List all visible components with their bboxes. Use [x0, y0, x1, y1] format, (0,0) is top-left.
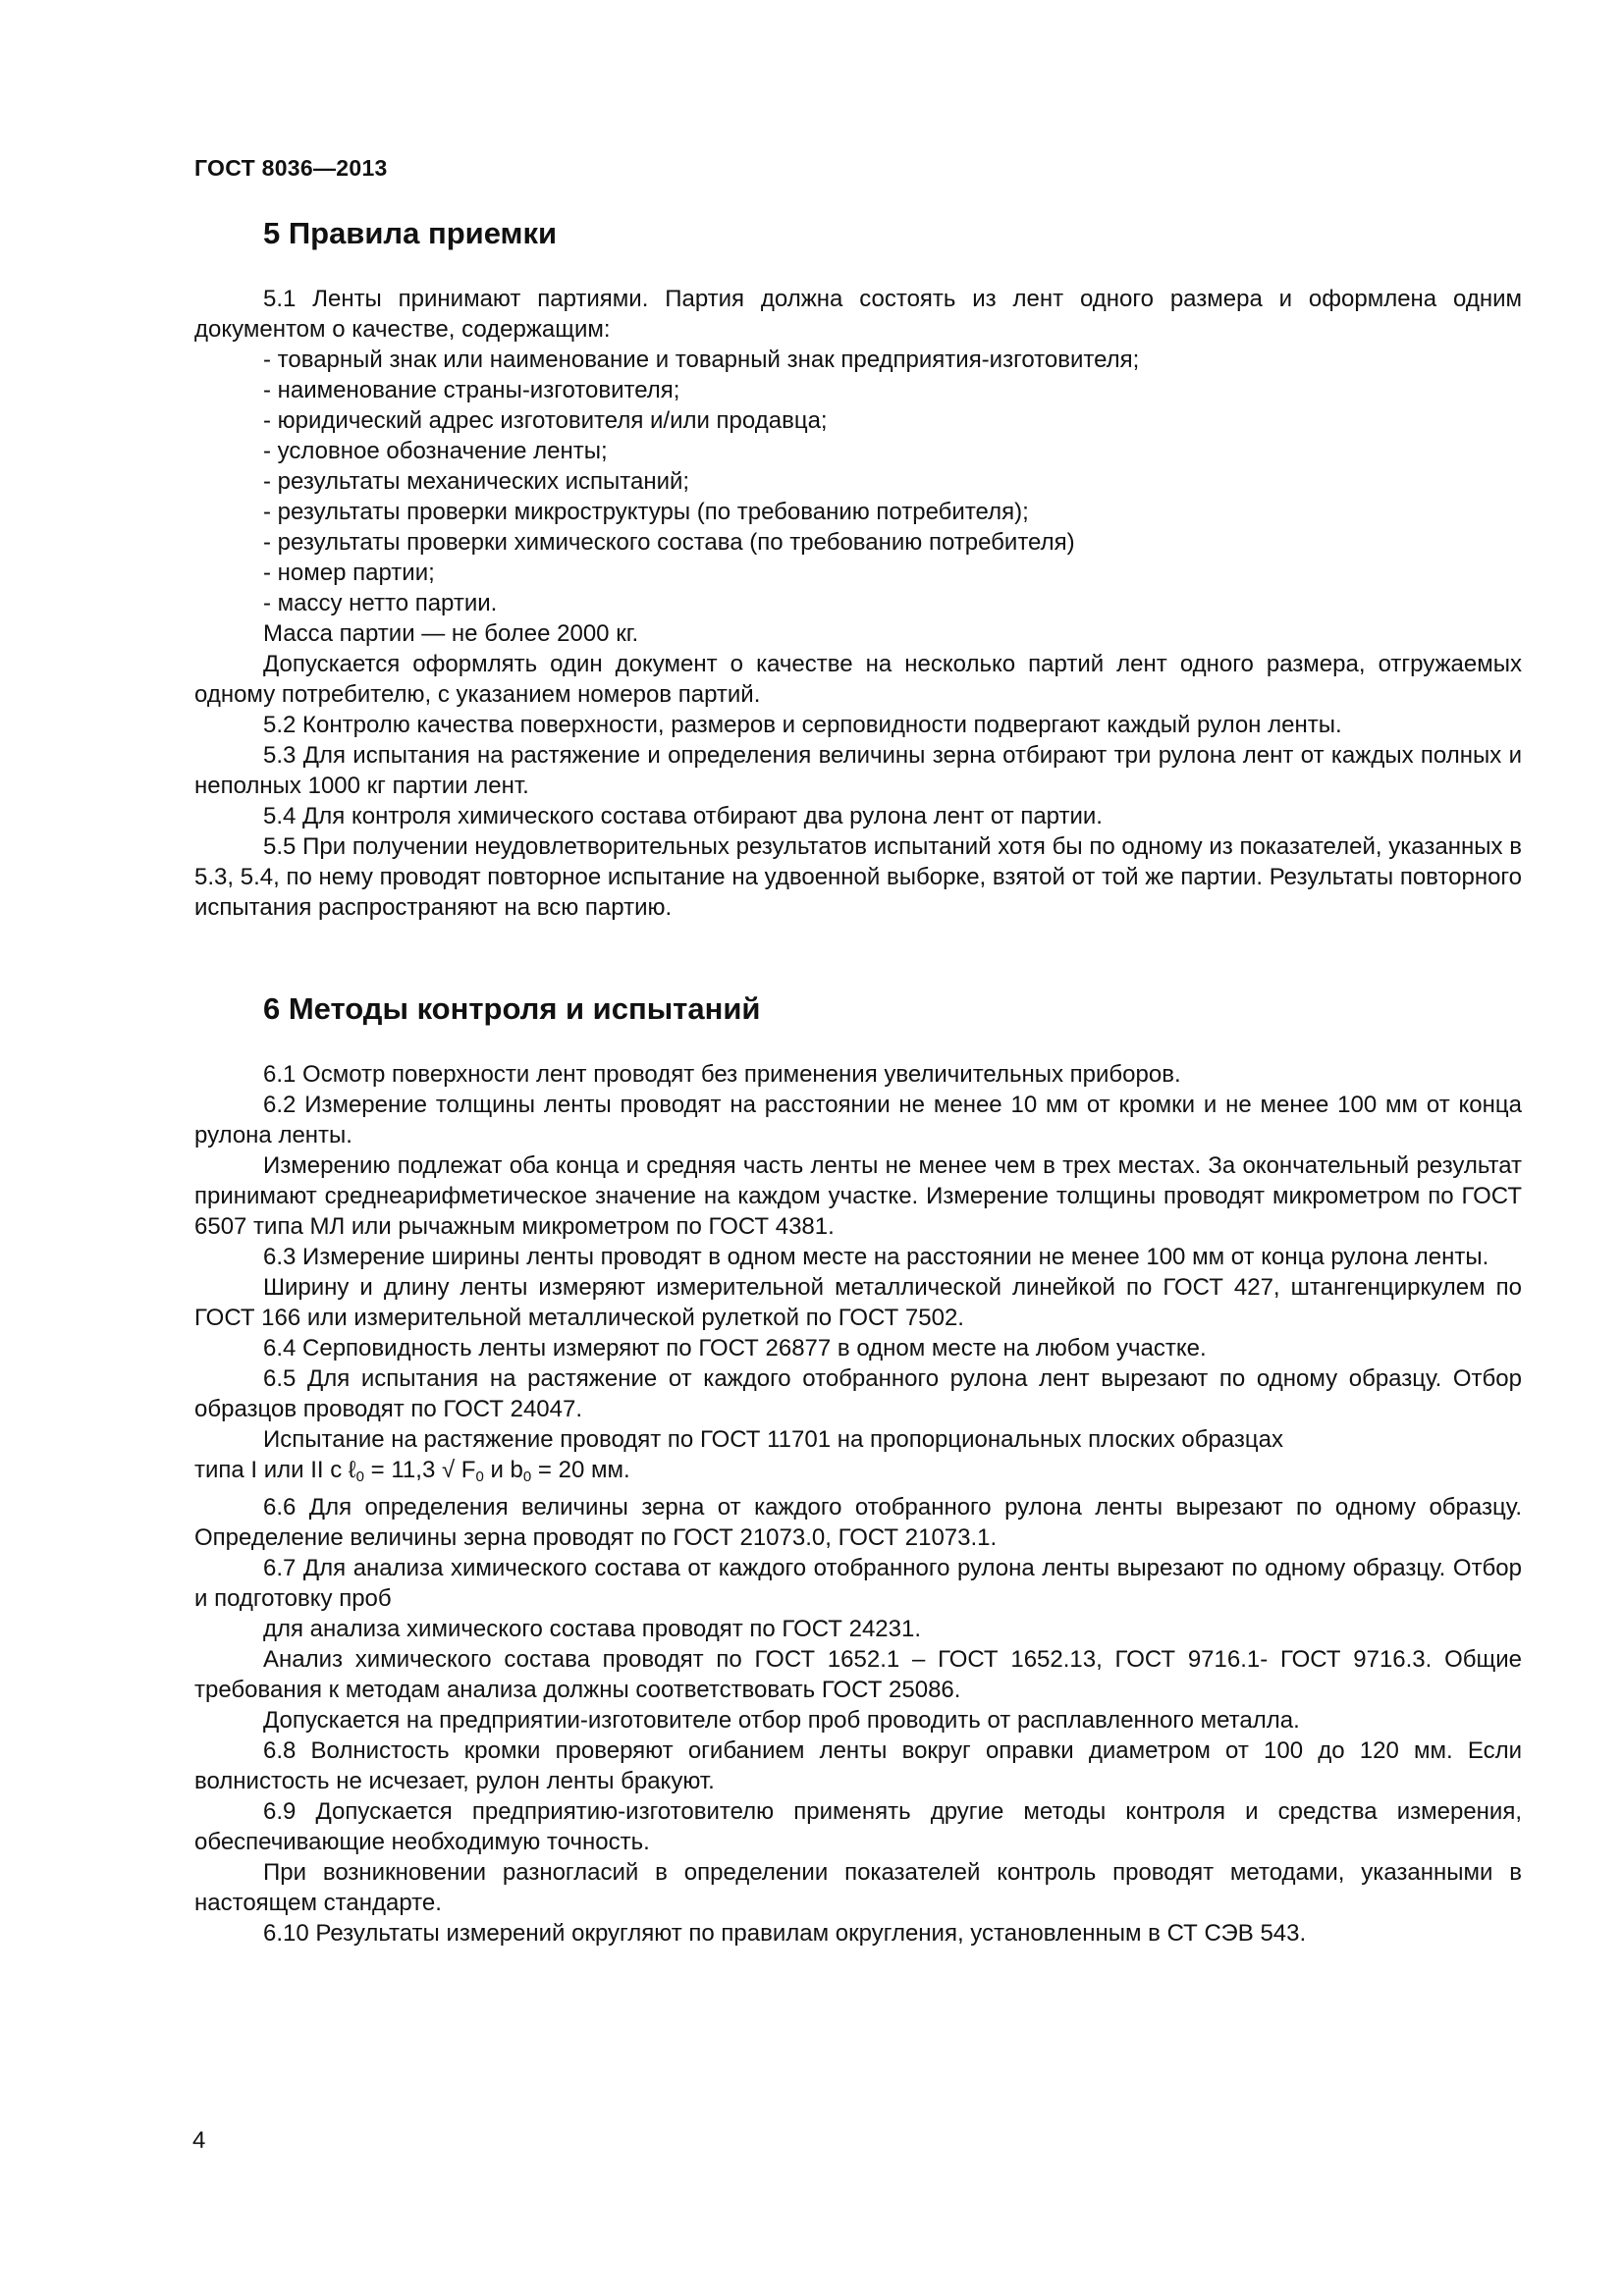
paragraph-6-10: 6.10 Результаты измерений округляют по правилам округления, установленным в СТ СЭВ 543. [263, 1920, 1307, 1947]
paragraph-5-2: 5.2 Контролю качества поверхности, размеров и серповидности подвергают каждый рулон ленты. [263, 712, 1342, 738]
formula-subscript: 0 [355, 1468, 365, 1485]
list-item: - результаты механических испытаний; [263, 468, 690, 495]
lot-mass-note: Масса партии — не более 2000 кг. [263, 620, 639, 647]
page-number: 4 [192, 2127, 206, 2154]
paragraph-6-9: 6.9 Допускается предприятию-изготовителю применять другие методы контроля и средства измерения, обеспечивающие необходимую точность. [194, 1798, 1522, 1855]
list-item: - массу нетто партии. [263, 590, 498, 616]
list-item: - товарный знак или наименование и товарный знак предприятия-изготовителя; [263, 347, 1140, 373]
list-item: - результаты проверки химического состава (по требованию потребителя) [263, 529, 1075, 556]
paragraph-5-3: 5.3 Для испытания на растяжение и определения величины зерна отбирают три рулона лент от каждых полных и неполных 1000 кг партии лент. [194, 742, 1522, 799]
formula-middle: и b [483, 1457, 523, 1483]
list-item: - юридический адрес изготовителя и/или продавца; [263, 407, 828, 434]
paragraph-5-4: 5.4 Для контроля химического состава отбирают два рулона лент от партии. [263, 803, 1103, 829]
formula-subscript: 0 [475, 1468, 484, 1485]
paragraph-6-4: 6.4 Серповидность ленты измеряют по ГОСТ 26877 в одном месте на любом участке. [263, 1335, 1207, 1362]
formula-subscript: 0 [522, 1468, 532, 1485]
section-6-body [194, 1059, 1522, 1949]
list-item: - наименование страны-изготовителя; [263, 377, 680, 403]
formula-prefix: типа I или II с ℓ [194, 1457, 356, 1483]
formula-end: = 20 мм. [531, 1457, 630, 1483]
paragraph-6-6: 6.6 Для определения величины зерна от каждого отобранного рулона ленты вырезают по одному образцу. Определение величины зерна проводят по ГОСТ 21073.0, ГОСТ 21073.1. [194, 1494, 1522, 1551]
paragraph-6-7-analysis: Анализ химического состава проводят по ГОСТ 1652.1 – ГОСТ 1652.13, ГОСТ 9716.1- ГОСТ 9716.3. Общие требования к методам анализа должны соответствовать ГОСТ 25086. [194, 1646, 1522, 1703]
paragraph-6-7-molten: Допускается на предприятии-изготовителе отбор проб проводить от расплавленного металла. [263, 1707, 1300, 1734]
paragraph-6-7: 6.7 Для анализа химического состава от каждого отобранного рулона ленты вырезают по одному образцу. Отбор и подготовку проб [194, 1555, 1522, 1612]
paragraph-6-1: 6.1 Осмотр поверхности лент проводят без применения увеличительных приборов. [263, 1061, 1181, 1088]
section-5-body [194, 284, 1522, 923]
paragraph-6-8: 6.8 Волнистость кромки проверяют огибанием ленты вокруг оправки диаметром от 100 до 120 мм. Если волнистость не исчезает, рулон ленты бракуют. [194, 1737, 1522, 1794]
paragraph-6-2-measurement: Измерению подлежат оба конца и средняя часть ленты не менее чем в трех местах. За окончательный результат принимают среднеарифметическое значение на каждом участке. Измерение толщины проводят микрометром по ГОСТ 6507 типа МЛ или рычажным микрометром по ГОСТ 4381. [194, 1152, 1522, 1240]
paragraph-5-1: 5.1 Ленты принимают партиями. Партия должна состоять из лент одного размера и оформлена одним документом о качестве, содержащим: [194, 286, 1522, 343]
section-5-title: 5 Правила приемки [263, 216, 558, 250]
formula-middle: = 11,3 √ F [364, 1457, 476, 1483]
paragraph-6-5-tensile: Испытание на растяжение проводят по ГОСТ 11701 на пропорциональных плоских образцах [263, 1426, 1283, 1453]
paragraph-6-9-disputes: При возникновении разногласий в определении показателей контроль проводят методами, указанными в настоящем стандарте. [194, 1859, 1522, 1916]
list-item: - результаты проверки микроструктуры (по требованию потребителя); [263, 499, 1029, 525]
paragraph-6-3-tools: Ширину и длину ленты измеряют измерительной металлической линейкой по ГОСТ 427, штангенциркулем по ГОСТ 166 или измерительной металлической рулеткой по ГОСТ 7502. [194, 1274, 1522, 1331]
section-6-title: 6 Методы контроля и испытаний [263, 991, 761, 1026]
paragraph-6-2: 6.2 Измерение толщины ленты проводят на расстоянии не менее 10 мм от кромки и не менее 100 мм от конца рулона ленты. [194, 1092, 1522, 1148]
paragraph-6-5: 6.5 Для испытания на растяжение от каждого отобранного рулона лент вырезают по одному образцу. Отбор образцов проводят по ГОСТ 24047. [194, 1365, 1522, 1422]
list-item: - номер партии; [263, 560, 435, 586]
paragraph-6-7-sampling: для анализа химического состава проводят по ГОСТ 24231. [263, 1616, 922, 1642]
list-item: - условное обозначение ленты; [263, 438, 608, 464]
document-header-code: ГОСТ 8036—2013 [194, 155, 388, 181]
tensile-specimen-formula [194, 1455, 1522, 1492]
paragraph-6-3: 6.3 Измерение ширины ленты проводят в одном месте на расстоянии не менее 100 мм от конца рулона ленты. [263, 1244, 1489, 1270]
paragraph-5-5: 5.5 При получении неудовлетворительных результатов испытаний хотя бы по одному из показателей, указанных в 5.3, 5.4, по нему проводят повторное испытание на удвоенной выборке, взятой от той же партии. Результаты повторного испытания распространяют на всю партию. [194, 833, 1522, 921]
paragraph-document-allowance: Допускается оформлять один документ о качестве на несколько партий лент одного размера, отгружаемых одному потребителю, с указанием номеров партий. [194, 651, 1522, 708]
